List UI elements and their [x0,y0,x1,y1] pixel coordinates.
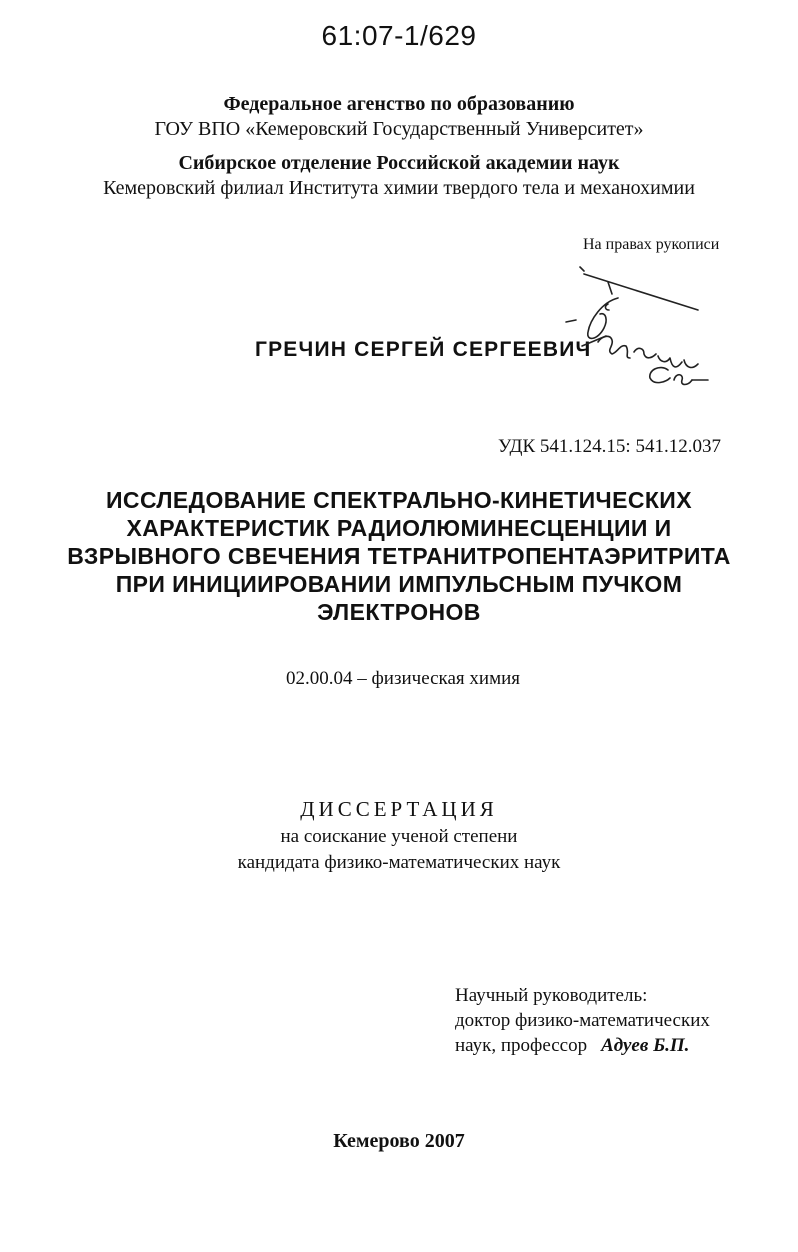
title-line: ИССЛЕДОВАНИЕ СПЕКТРАЛЬНО-КИНЕТИЧЕСКИХ [106,487,692,513]
supervisor-label: Научный руководитель: [455,985,648,1006]
title-line: ЭЛЕКТРОНОВ [317,599,481,625]
archive-stamp-number: 61:07-1/629 [321,20,477,51]
title-line: ВЗРЫВНОГО СВЕЧЕНИЯ ТЕТРАНИТРОПЕНТАЭРИТРИТА [67,543,731,569]
institute-branch-name: Кемеровский филиал Института химии твердого тела и механохимии [103,177,695,199]
city-and-year: Кемерово 2007 [333,1130,465,1152]
degree-line-2: кандидата физико-математических наук [237,852,561,873]
supervisor-title-line [455,1033,710,1058]
degree-line-1: на соискание ученой степени [280,826,518,847]
university-name: ГОУ ВПО «Кемеровский Государственный Университет» [154,118,644,140]
author-name: ГРЕЧИН СЕРГЕЙ СЕРГЕЕВИЧ [255,338,592,361]
handwritten-signature-icon [558,262,718,392]
dissertation-title [0,486,798,626]
agency-name: Федеральное агенство по образованию [223,93,575,115]
title-line: ХАРАКТЕРИСТИК РАДИОЛЮМИНЕСЦЕНЦИИ И [126,515,672,541]
udk-classification: УДК 541.124.15: 541.12.037 [498,436,721,457]
supervisor-rank: наук, профессор [455,1035,588,1056]
manuscript-rights-note: На правах рукописи [583,236,720,253]
academy-branch-name: Сибирское отделение Российской академии наук [178,152,620,174]
document-type-heading: ДИССЕРТАЦИЯ [300,797,498,821]
specialty-code: 02.00.04 – физическая химия [286,668,521,689]
supervisor-degree: доктор физико-математических [455,1010,710,1031]
supervisor-name: Адуев Б.П. [601,1035,690,1056]
supervisor-block [455,983,710,1058]
title-line: ПРИ ИНИЦИИРОВАНИИ ИМПУЛЬСНЫМ ПУЧКОМ [115,571,683,597]
